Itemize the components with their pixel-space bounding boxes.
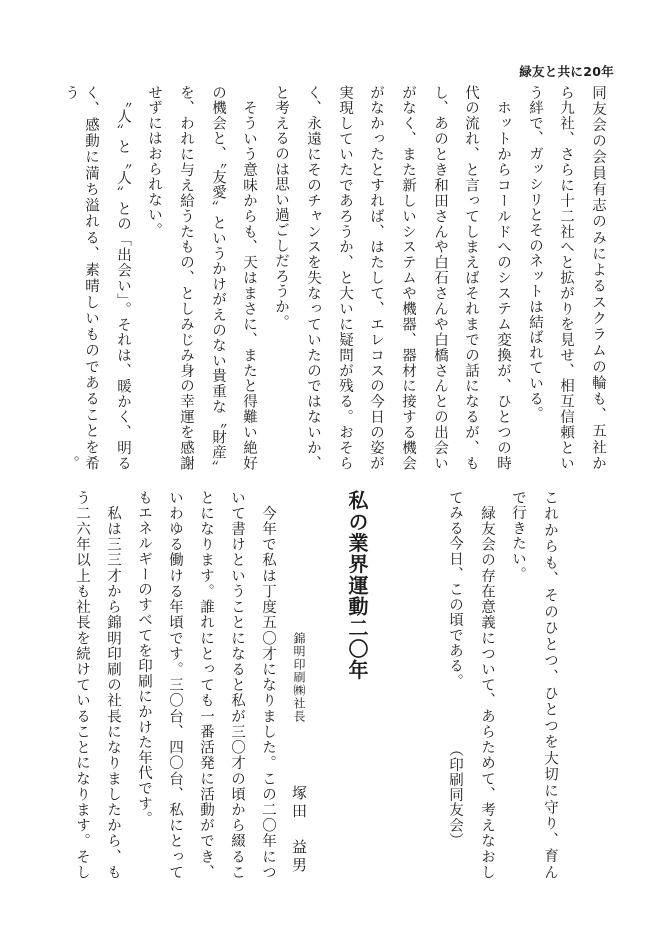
text-column: 実現していたであろうか、と大いに疑問が残る。おそら xyxy=(337,85,353,471)
author-affiliation: 錦明印刷㈱社長 xyxy=(292,632,306,723)
text-column: とになります。誰れにとっても一番活発に活動ができ、 xyxy=(198,490,214,880)
text-column: これからも、そのひとつ、ひとつを大切に守り、育ん xyxy=(542,490,558,880)
text-column: 〝人〟と〝人〟との「出会い」。それは、暖かく、明る xyxy=(115,85,131,471)
text-column: う絆で、ガッシリとそのネットは結ばれている。 xyxy=(527,85,543,422)
text-column: 代の流れ、と言ってしまえばそれまでの話になるが、も xyxy=(463,85,479,471)
text-column: がなく、また新しいシステムや機器、器材に接する機会 xyxy=(400,85,416,471)
text-column: う二六年以上も社長を続けていることになります。そし xyxy=(74,490,90,880)
text-column: の機会と、〝友愛〟というかけがえのない貴重な〝財産〟 xyxy=(210,85,226,476)
text-column: いわゆる働ける年頃です。三〇台、四〇台、私にとって xyxy=(167,490,183,880)
article-title: 私の業界運動二〇年 xyxy=(345,490,369,681)
text-column: で行きたい。 xyxy=(510,490,526,582)
running-title: 緑友と共に20年 xyxy=(519,64,614,79)
text-column: 今年で私は丁度五〇才になりました。この二〇年につ xyxy=(260,490,276,880)
text-column: せずにはおられない。 xyxy=(146,85,162,238)
text-column: く、永遠にそのチャンスを失なっていたのではないか、 xyxy=(305,85,321,471)
text-column: 私は三三才から錦明印刷の社長になりましたから、も xyxy=(105,490,121,880)
text-column: てみる今日、この頃である。 xyxy=(447,490,463,689)
text-column: がなかったとすれば、はたして、エレコスの今日の姿が xyxy=(368,85,384,471)
text-column: そういう意味からも、天はまさに、またと得難い絶好 xyxy=(241,85,257,471)
text-column: いて書けということになると私が三〇才の頃から綴るこ xyxy=(229,490,245,880)
text-column: し、あのとき和田さんや白石さんや白橋さんとの出会い xyxy=(432,85,448,471)
text-column: を、われに与え給うたもの、としみじみ身の幸運を感謝 xyxy=(178,85,194,471)
text-column: 同友会の会員有志のみによるスクラムの輪も、五社か xyxy=(590,85,606,471)
text-column: く、感動に満ち溢れる、素晴しいものであることを希う。 xyxy=(63,85,99,471)
text-column: もエネルギーのすべてを印刷にかけた年代です。 xyxy=(136,490,152,827)
text-column: と考えるのは思い過ごしだろうか。 xyxy=(273,85,289,330)
text-column: ホットからコールドへのシステム変換が、ひとつの時 xyxy=(495,85,511,471)
attribution: （印刷同友会） xyxy=(447,742,463,848)
text-column: ら九社、さらに十二社へと拡がりを見せ、相互信頼とい xyxy=(558,85,574,471)
author-name: 塚田 益男 xyxy=(290,785,308,875)
text-column: 緑友会の存在意義について、あらためて、考えなおし xyxy=(479,490,495,880)
